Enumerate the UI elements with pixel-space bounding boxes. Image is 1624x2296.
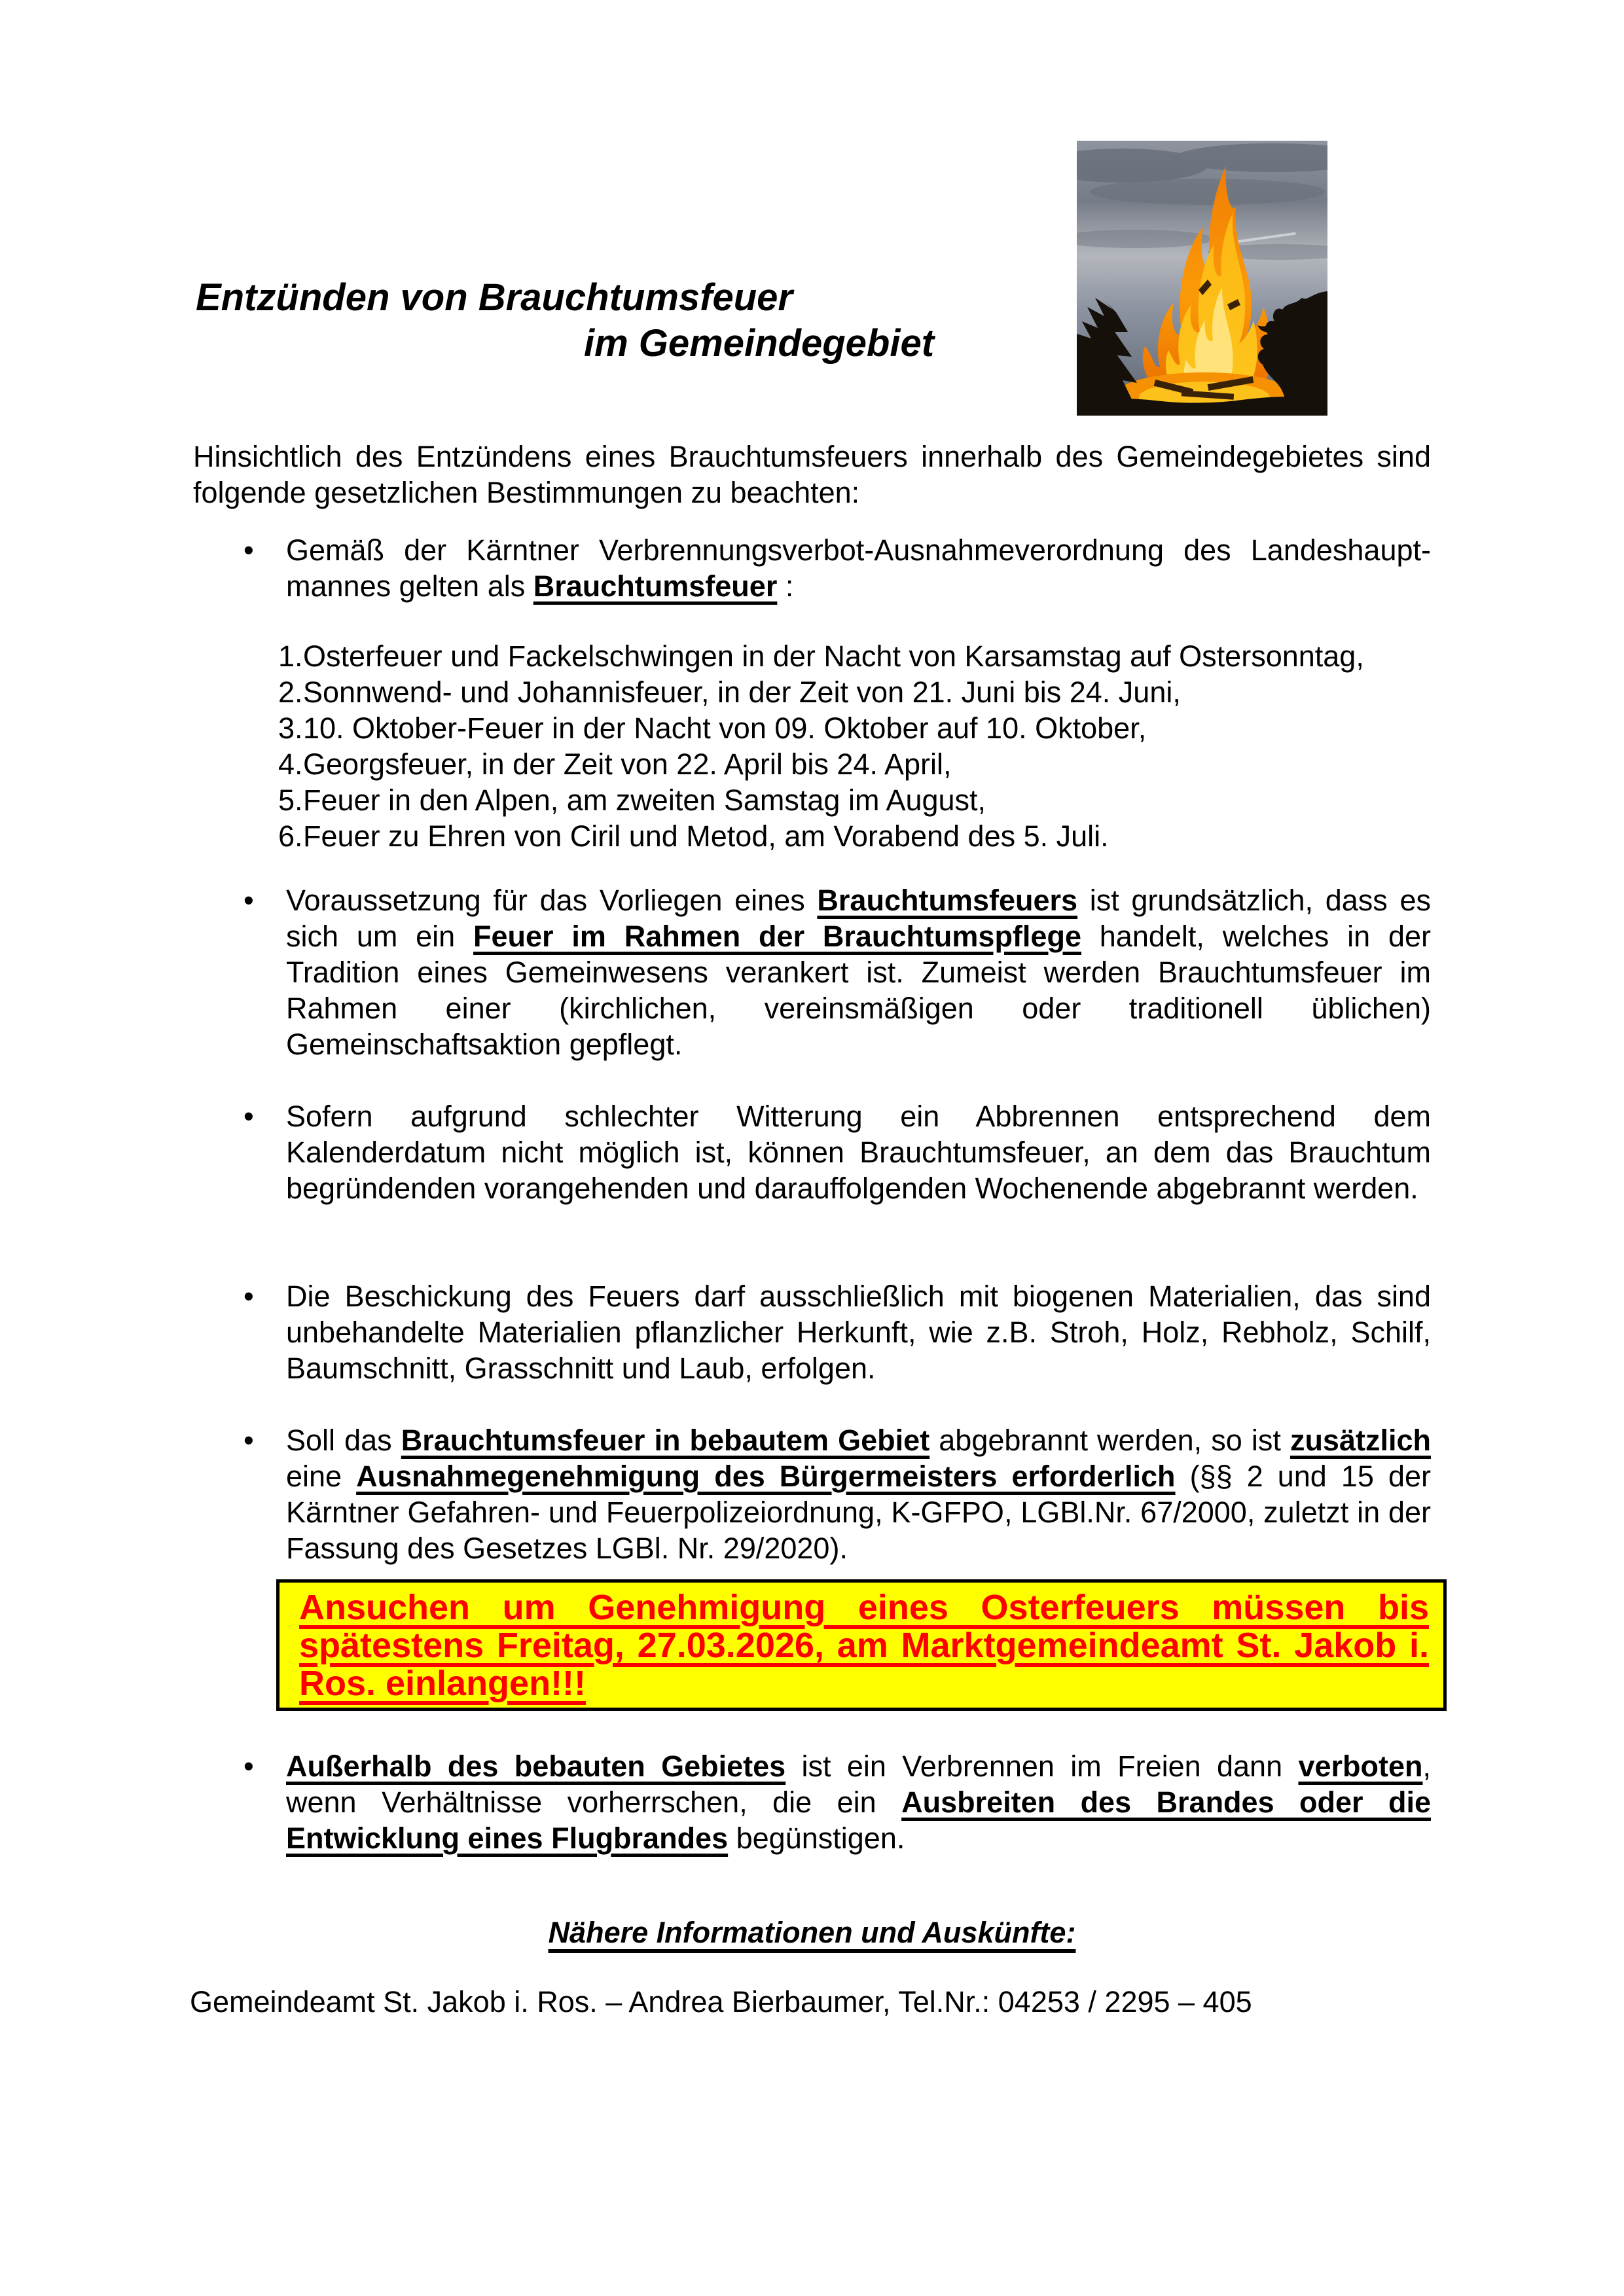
numbered-item bbox=[278, 818, 1431, 854]
text-segment: Gemäß der Kärntner Verbrennungsverbot-Ausnahmeverordnung des Landeshaupt-mannes gelten als bbox=[286, 533, 1431, 603]
numbered-item bbox=[278, 638, 1431, 674]
bullet-text bbox=[286, 1424, 1431, 1565]
bullet-item-beschickung bbox=[244, 1278, 1431, 1386]
text-segment: Ausnahmegenehmigung des Bürgermeisters erforderlich bbox=[356, 1460, 1176, 1493]
item-text: Osterfeuer und Fackelschwingen in der Nacht von Karsamstag auf Ostersonntag, bbox=[303, 639, 1364, 673]
text-segment: ist grundsätzlich, dass es sich um ein bbox=[286, 884, 1431, 953]
numbered-item bbox=[278, 710, 1431, 746]
item-number: 5. bbox=[278, 783, 303, 817]
item-number: 1. bbox=[278, 639, 303, 673]
text-segment: ist ein Verbrennen im Freien dann bbox=[785, 1749, 1299, 1783]
numbered-fire-list bbox=[278, 638, 1431, 854]
bullet-marker: • bbox=[244, 533, 254, 567]
text-segment: Hinsichtlich des Entzündens eines Brauchtumsfeuers innerhalb des Gemeindegebietes sind folgende gesetzlichen Bestimmungen zu beachten: bbox=[193, 440, 1431, 509]
text-segment: Ausbreiten des Brandes oder die Entwicklung eines Flugbrandes bbox=[286, 1785, 1431, 1855]
bullet-marker: • bbox=[244, 1100, 254, 1133]
page-title-line1: Entzünden von Brauchtumsfeuer bbox=[196, 276, 793, 319]
text-segment: (§§ 2 und 15 der Kärntner Gefahren- und Feuerpolizeiordnung, K-GFPO, LGBl.Nr. 67/2000, zuletzt in der Fassung des Gesetzes LGBl. Nr. 29/2020). bbox=[286, 1460, 1431, 1565]
bullet-item-definitions bbox=[244, 532, 1431, 604]
item-number: 3. bbox=[278, 711, 303, 745]
bullet-marker: • bbox=[244, 1749, 254, 1783]
bonfire-photo-icon bbox=[1077, 141, 1327, 416]
text-segment: Feuer im Rahmen der Brauchtumspflege bbox=[473, 920, 1081, 953]
bullet-item-voraussetzung bbox=[244, 882, 1431, 1062]
text-segment: Die Beschickung des Feuers darf ausschließlich mit biogenen Materialien, das sind unbehandelte Materialien pflanzlicher Herkunft, wie z.B. Stroh, Holz, Rebholz, Schilf, Baumschnitt, Grasschnitt und Laub, erfolgen. bbox=[286, 1280, 1431, 1385]
bullet-text bbox=[286, 884, 1431, 1061]
bullet-marker: • bbox=[244, 1280, 254, 1313]
notice-text bbox=[299, 1588, 1429, 1702]
text-segment: zusätzlich bbox=[1290, 1424, 1431, 1457]
text-segment: Brauchtumsfeuers bbox=[817, 884, 1078, 917]
text-segment: Sofern aufgrund schlechter Witterung ein Abbrennen entsprechend dem Kalenderdatum nicht möglich ist, können Brauchtumsfeuer, an dem das Brauchtum begründenden vorangehenden und darauffolgenden Wochenende abgebrannt werden. bbox=[286, 1100, 1431, 1205]
item-text: Sonnwend- und Johannisfeuer, in der Zeit von 21. Juni bis 24. Juni, bbox=[303, 675, 1181, 709]
item-number: 6. bbox=[278, 819, 303, 853]
notice-box bbox=[276, 1579, 1447, 1711]
text-segment: , wenn Verhältnisse vorherrschen, die ein bbox=[286, 1749, 1432, 1819]
bullet-marker: • bbox=[244, 1424, 254, 1457]
bullet-item-ausserhalb bbox=[244, 1748, 1432, 1856]
bullet-text bbox=[286, 1280, 1431, 1385]
item-text: 10. Oktober-Feuer in der Nacht von 09. Oktober auf 10. Oktober, bbox=[303, 711, 1147, 745]
text-segment: Brauchtumsfeuer in bebautem Gebiet bbox=[401, 1424, 930, 1457]
item-text: Georgsfeuer, in der Zeit von 22. April bis 24. April, bbox=[303, 747, 952, 781]
text-segment: Außerhalb des bebauten Gebietes bbox=[286, 1749, 786, 1783]
item-number: 4. bbox=[278, 747, 303, 781]
text-segment: Voraussetzung für das Vorliegen eines bbox=[286, 884, 818, 917]
numbered-item bbox=[278, 746, 1431, 782]
text-segment: Nähere Informationen und Auskünfte: bbox=[548, 1916, 1076, 1949]
bullet-marker: • bbox=[244, 884, 254, 917]
numbered-item bbox=[278, 782, 1431, 818]
text-segment: abgebrannt werden, so ist bbox=[929, 1424, 1290, 1457]
bullet-item-witterung bbox=[244, 1098, 1431, 1206]
numbered-item bbox=[278, 674, 1431, 710]
text-segment: Brauchtumsfeuer bbox=[533, 569, 778, 603]
bullet-text bbox=[286, 1100, 1431, 1205]
footer-contact-line: Gemeindeamt St. Jakob i. Ros. – Andrea Bierbaumer, Tel.Nr.: 04253 / 2295 – 405 bbox=[190, 1985, 1252, 2018]
intro-paragraph bbox=[193, 439, 1431, 511]
item-text: Feuer in den Alpen, am zweiten Samstag im August, bbox=[303, 783, 986, 817]
bullet-item-bebautes-gebiet bbox=[244, 1422, 1431, 1566]
text-segment: verboten bbox=[1298, 1749, 1423, 1783]
bullet-text bbox=[286, 1749, 1431, 1855]
text-segment: begünstigen. bbox=[728, 1821, 905, 1855]
text-segment: Soll das bbox=[286, 1424, 401, 1457]
text-segment: : bbox=[777, 569, 794, 603]
item-text: Feuer zu Ehren von Ciril und Metod, am Vorabend des 5. Juli. bbox=[303, 819, 1109, 853]
page-title-line2: im Gemeindegebiet bbox=[584, 322, 935, 365]
text-segment: handelt, welches in der Tradition eines Gemeinwesens verankert ist. Zumeist werden Brauchtumsfeuer im Rahmen einer (kirchlichen, vereinsmäßigen oder traditionell üblichen) Gemeinschaftsaktion gepflegt. bbox=[286, 920, 1431, 1061]
info-heading bbox=[193, 1914, 1431, 1950]
text-segment: eine bbox=[286, 1460, 357, 1493]
bullet-text bbox=[286, 533, 1431, 603]
item-number: 2. bbox=[278, 675, 303, 709]
text-segment: Ansuchen um Genehmigung eines Osterfeuers müssen bis spätestens Freitag, 27.03.2026, am Marktgemeindeamt St. Jakob i. Ros. einlangen!!! bbox=[299, 1588, 1429, 1703]
